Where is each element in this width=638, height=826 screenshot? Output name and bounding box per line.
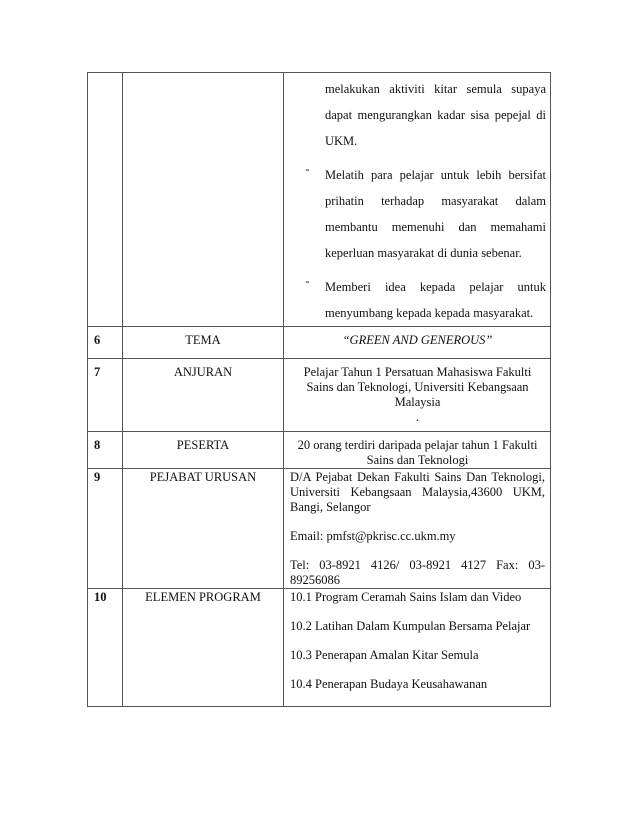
objective-text: Melatih para pelajar untuk lebih bersifat prihatin terhadap masyarakat dalam membantu memenuhi dan memahami keperluan masyarakat di dunia sebenar. <box>325 168 546 260</box>
dash-marker: - <box>305 162 310 176</box>
objectives-cell <box>284 73 551 327</box>
table-row-tema <box>88 327 551 359</box>
program-element: 10.3 Penerapan Amalan Kitar Semula <box>290 648 479 662</box>
row-number: 10 <box>88 589 123 707</box>
office-email: Email: pmfst@pkrisc.cc.ukm.my <box>290 529 456 543</box>
row-label: PESERTA <box>123 432 284 469</box>
table-row-objectives <box>88 73 551 327</box>
row-label: TEMA <box>123 327 284 359</box>
row-label: ANJURAN <box>123 359 284 432</box>
table-row-peserta <box>88 432 551 469</box>
office-address: D/A Pejabat Dekan Fakulti Sains Dan Teknologi, Universiti Kebangsaan Malaysia,43600 UKM, Bangi, Selangor <box>290 470 545 514</box>
program-element: 10.1 Program Ceramah Sains Islam dan Video <box>290 590 522 604</box>
table-row-elemen-program <box>88 589 551 707</box>
objective-item <box>290 274 546 326</box>
row-value: “GREEN AND GENEROUS” <box>284 327 551 359</box>
row-number: 6 <box>88 327 123 359</box>
dash-marker: - <box>305 274 310 288</box>
program-element: 10.2 Latihan Dalam Kumpulan Bersama Pelajar <box>290 619 531 633</box>
row-label: ELEMEN PROGRAM <box>123 589 284 707</box>
objective-continuation: melakukan aktiviti kitar semula supaya dapat mengurangkan kadar sisa pepejal di UKM. <box>325 82 546 148</box>
row-value-cell <box>284 359 551 432</box>
program-table <box>87 72 551 707</box>
program-element: 10.4 Penerapan Budaya Keusahawanan <box>290 677 488 691</box>
office-cell <box>284 469 551 589</box>
row-number: 7 <box>88 359 123 432</box>
row-label: PEJABAT URUSAN <box>123 469 284 589</box>
program-elements-cell <box>284 589 551 707</box>
objective-text: Memberi idea kepada pelajar untuk menyumbang kepada kepada masyarakat. <box>325 280 546 320</box>
row-value: 20 orang terdiri daripada pelajar tahun 1 Fakulti Sains dan Teknologi <box>284 432 551 469</box>
office-phone: Tel: 03-8921 4126/ 03-8921 4127 Fax: 03-89256086 <box>290 558 545 587</box>
objective-item <box>290 162 546 266</box>
table-row-pejabat-urusan <box>88 469 551 589</box>
row-number: 8 <box>88 432 123 469</box>
label-cell <box>123 73 284 327</box>
row-value: Pelajar Tahun 1 Persatuan Mahasiswa Fakulti Sains dan Teknologi, Universiti Kebangsaan Malaysia <box>303 365 532 409</box>
row-number: 9 <box>88 469 123 589</box>
row-value-trailing: . <box>415 410 420 424</box>
table-row-anjuran <box>88 359 551 432</box>
num-cell <box>88 73 123 327</box>
